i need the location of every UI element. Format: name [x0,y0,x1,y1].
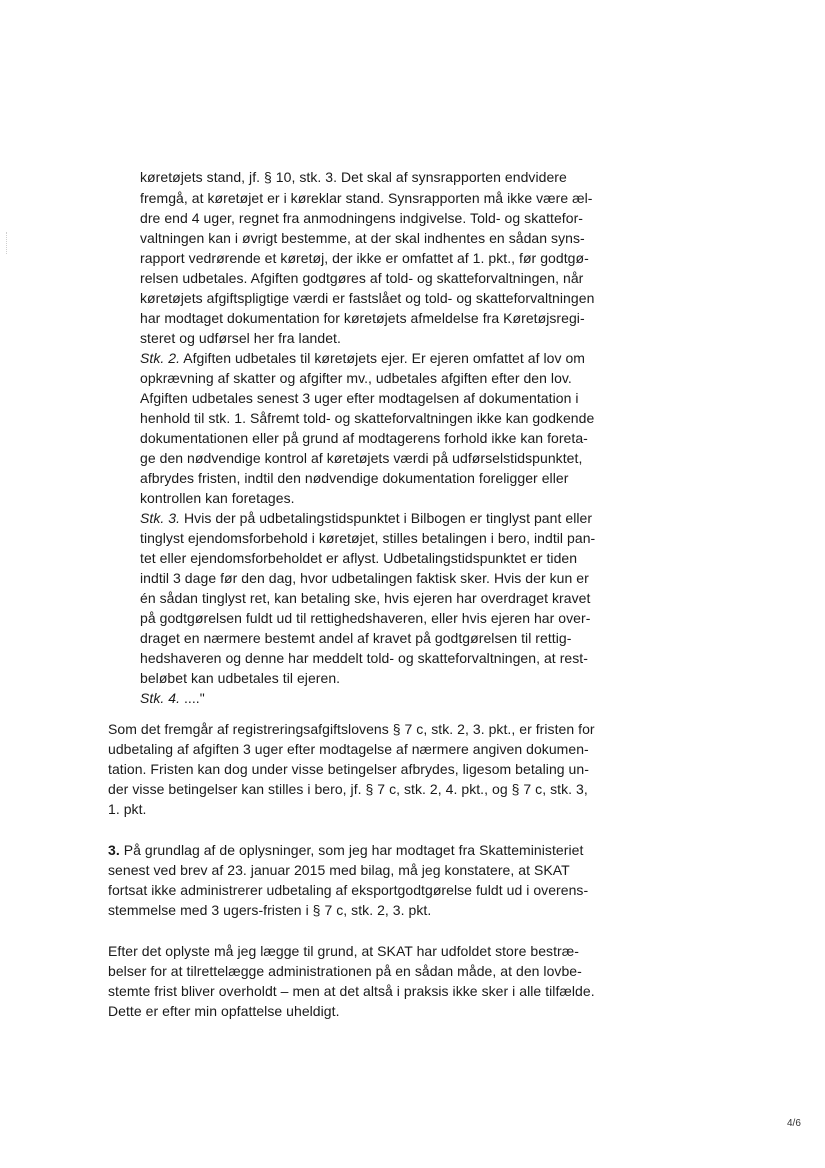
paragraph-line: stemmelse med 3 ugers-fristen i § 7 c, stk. 2, 3. pkt. [108,902,432,918]
stk3-first-line [140,510,592,527]
paragraph-line: tation. Fristen kan dog under visse betingelser afbrydes, ligesom betaling un- [108,761,589,777]
quote-line: køretøjets stand, jf. § 10, stk. 3. Det skal af synsrapporten endvidere [140,169,567,185]
quote-line: steret og udførsel her fra landet. [140,330,341,346]
paragraph-line: Dette er efter min opfattelse uheldigt. [108,1003,340,1019]
quote-line: tet eller ejendomsforbeholdet er aflyst. Udbetalingstidspunktet er tiden [140,550,578,566]
paragraph-line: Som det fremgår af registreringsafgiftslovens § 7 c, stk. 2, 3. pkt., er fristen for [108,721,595,737]
quote-line: henhold til stk. 1. Såfremt told- og skatteforvaltningen ikke kan godkende [140,410,595,426]
stk4-label: Stk. 4. [140,690,181,706]
section-3-first-line [108,842,583,859]
stk3-text: Hvis der på udbetalingstidspunktet i Bilbogen er tinglyst pant eller [180,510,593,526]
quote-line: én sådan tinglyst ret, kan betaling ske, hvis ejeren har overdraget kravet [140,590,591,606]
quote-line: valtningen kan i øvrigt bestemme, at der skal indhentes en sådan syns- [140,230,585,246]
paragraph-line: udbetaling af afgiften 3 uger efter modtagelse af nærmere angiven dokumen- [108,741,589,757]
quote-line: Afgiften udbetales senest 3 uger efter modtagelsen af dokumentation i [140,390,579,406]
stk4-line [140,690,205,707]
quote-line: indtil 3 dage før den dag, hvor udbetalingen faktisk sker. Hvis der kun er [140,570,589,586]
quote-line: fremgå, at køretøjet er i køreklar stand. Synsrapporten må ikke være æl- [140,190,593,206]
stk2-first-line [140,350,585,367]
quote-line: relsen udbetales. Afgiften godtgøres af told- og skatteforvaltningen, når [140,270,584,286]
quote-line: på godtgørelsen fuldt ud til rettighedshaveren, eller hvis ejeren har over- [140,610,591,626]
section-number: 3. [108,842,120,858]
section-3-text: På grundlag af de oplysninger, som jeg har modtaget fra Skatteministeriet [119,842,584,858]
quote-line: opkrævning af skatter og afgifter mv., udbetales afgiften efter den lov. [140,370,572,386]
quote-line: draget en nærmere bestemt andel af kravet på godtgørelsen til rettig- [140,630,572,646]
quote-line: ge den nødvendige kontrol af køretøjets værdi på udførselstidspunktet, [140,450,583,466]
quote-line: dokumentationen eller på grund af modtagerens forhold ikke kan foreta- [140,430,588,446]
paragraph-line: der visse betingelser kan stilles i bero, jf. § 7 c, stk. 2, 4. pkt., og § 7 c, stk. 3, [108,781,588,797]
quote-line: kontrollen kan foretages. [140,490,295,506]
quote-line: beløbet kan udbetales til ejeren. [140,670,341,686]
paragraph-line: senest ved brev af 23. januar 2015 med bilag, må jeg konstatere, at SKAT [108,862,570,878]
margin-mark [6,232,13,254]
quote-line: hedshaveren og denne har meddelt told- og skatteforvaltningen, at rest- [140,650,588,666]
quote-line: dre end 4 uger, regnet fra anmodningens indgivelse. Told- og skattefor- [140,210,584,226]
paragraph-line: fortsat ikke administrerer udbetaling af eksportgodtgørelse fuldt ud i overens- [108,882,589,898]
stk4-tail: ...." [180,690,205,706]
paragraph-line: 1. pkt. [108,801,147,817]
quote-line: afbrydes fristen, indtil den nødvendige dokumentation foreligger eller [140,470,569,486]
paragraph-line: Efter det oplyste må jeg lægge til grund, at SKAT har udfoldet store bestræ- [108,943,579,959]
stk3-label: Stk. 3. [140,510,181,526]
paragraph-line: stemte frist bliver overholdt – men at det altså i praksis ikke sker i alle tilfælde. [108,983,595,999]
quote-line: køretøjets afgiftspligtige værdi er fastslået og told- og skatteforvaltningen [140,290,595,306]
stk2-text: Afgiften udbetales til køretøjets ejer. Er ejeren omfattet af lov om [180,350,586,366]
quote-line: har modtaget dokumentation for køretøjets afmeldelse fra Køretøjsregi- [140,310,585,326]
paragraph-line: belser for at tilrettelægge administrationen på en sådan måde, at den lovbe- [108,963,582,979]
quote-line: tinglyst ejendomsforbehold i køretøjet, stilles betalingen i bero, indtil pan- [140,530,596,546]
stk2-label: Stk. 2. [140,350,181,366]
quote-line: rapport vedrørende et køretøj, der ikke er omfattet af 1. pkt., før godtgø- [140,250,589,266]
page-number: 4/6 [787,1118,801,1129]
